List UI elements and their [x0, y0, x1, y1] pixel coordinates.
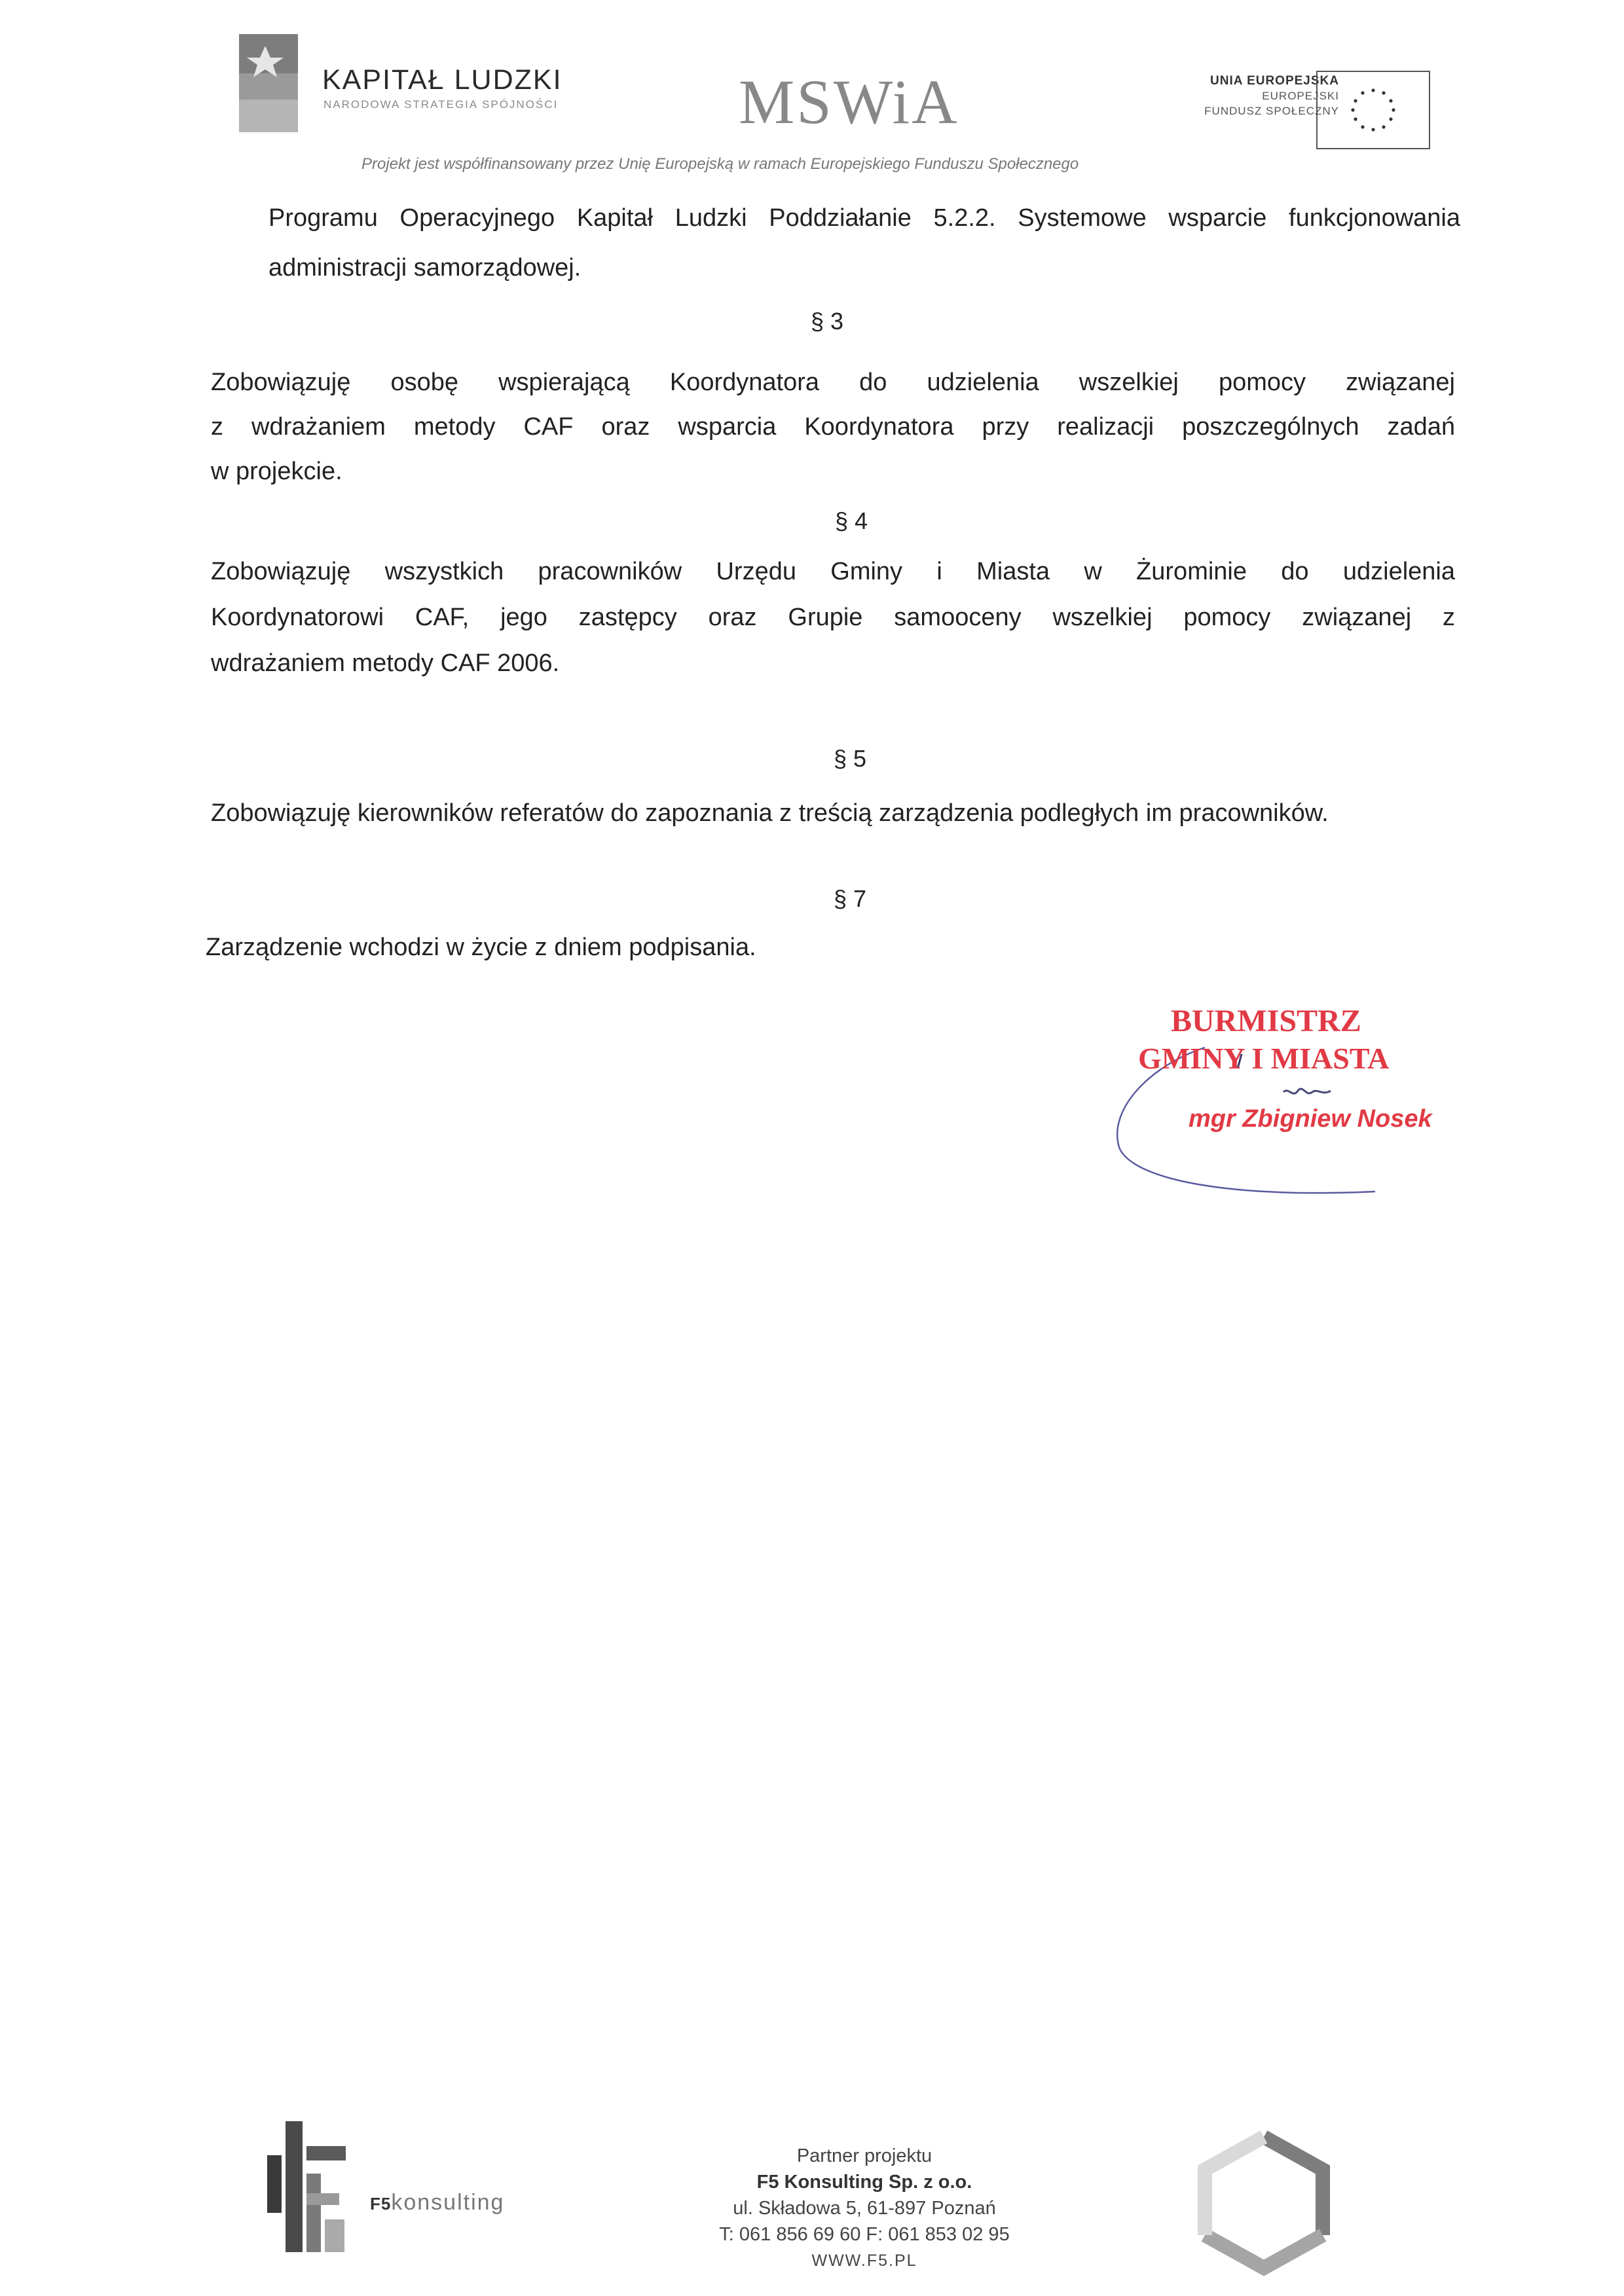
- hexagon-logo-icon: [1192, 2128, 1336, 2278]
- section-5-paragraph: [211, 789, 1455, 838]
- paragraph-line: w projekcie.: [211, 458, 342, 485]
- section-7-paragraph: [206, 923, 1450, 972]
- paragraph-line: Zobowiązuję wszystkich pracowników Urzędu Gminy i Miasta w Żurominie do udzielenia: [211, 558, 1455, 585]
- partner-address: ul. Składowa 5, 61-897 Poznań: [733, 2198, 996, 2219]
- f5-logo-icon: [267, 2121, 359, 2252]
- f5-brand-prefix: F5: [370, 2194, 392, 2214]
- eu-label: [1157, 73, 1339, 118]
- f5-brand: [370, 2190, 504, 2215]
- intro-line: administracji samorządowej.: [268, 254, 581, 282]
- paragraph-line: wdrażaniem metody CAF 2006.: [211, 649, 560, 677]
- section-mark-4: § 4: [835, 507, 868, 534]
- partner-company: F5 Konsulting Sp. z o.o.: [756, 2172, 972, 2193]
- stamp-name: mgr Zbigniew Nosek: [1189, 1105, 1432, 1133]
- partner-info: [655, 2143, 1074, 2274]
- f5-brand-name: konsulting: [391, 2190, 505, 2215]
- kapital-ludzki-subtitle: NARODOWA STRATEGIA SPÓJNOŚCI: [323, 98, 559, 111]
- partner-phones: T: 061 856 69 60 F: 061 853 02 95: [719, 2224, 1010, 2245]
- section-4-paragraph: [211, 549, 1455, 686]
- section-mark-3: § 3: [811, 308, 844, 335]
- intro-paragraph: [268, 193, 1460, 293]
- eu-label-union: UNIA EUROPEJSKA: [1210, 74, 1339, 88]
- paragraph-line: Zobowiązuję osobę wspierającą Koordynatora do udzielenia wszelkiej pomocy związanej: [211, 369, 1455, 396]
- paragraph-line: Zarządzenie wchodzi w życie z dniem podpisania.: [206, 934, 756, 961]
- partner-website-link[interactable]: WWW.F5.PL: [811, 2251, 917, 2270]
- section-mark-7: § 7: [834, 885, 867, 912]
- paragraph-line: z wdrażaniem metody CAF oraz wsparcia Koordynatora przy realizacji poszczególnych zadań: [211, 413, 1455, 441]
- mswia-logo: MSWiA: [739, 67, 959, 137]
- stamp-title: BURMISTRZ: [1171, 1004, 1361, 1038]
- intro-line: Programu Operacyjnego Kapitał Ludzki Poddziałanie 5.2.2. Systemowe wsparcie funkcjonowania: [268, 204, 1460, 232]
- kapital-ludzki-logo-icon: [239, 34, 298, 132]
- eu-label-european: EUROPEJSKI: [1262, 90, 1339, 102]
- section-3-paragraph: [211, 360, 1455, 494]
- paragraph-line: Koordynatorowi CAF, jego zastępcy oraz Grupie samooceny wszelkiej pomocy związanej z: [211, 604, 1455, 631]
- cofinancing-note: Projekt jest współfinansowany przez Unię Europejską w ramach Europejskiego Funduszu Społecznego: [361, 155, 1079, 173]
- stamp-office: GMINY I MIASTA: [1138, 1042, 1390, 1075]
- eu-flag-icon: [1316, 71, 1430, 149]
- partner-label: Partner projektu: [796, 2145, 932, 2166]
- paragraph-line: Zobowiązuję kierowników referatów do zapoznania z treścią zarządzenia podległych im pracowników.: [211, 799, 1329, 827]
- eu-label-fund: FUNDUSZ SPOŁECZNY: [1204, 105, 1339, 117]
- kapital-ludzki-title: KAPITAŁ LUDZKI: [322, 64, 563, 96]
- section-mark-5: § 5: [834, 745, 867, 772]
